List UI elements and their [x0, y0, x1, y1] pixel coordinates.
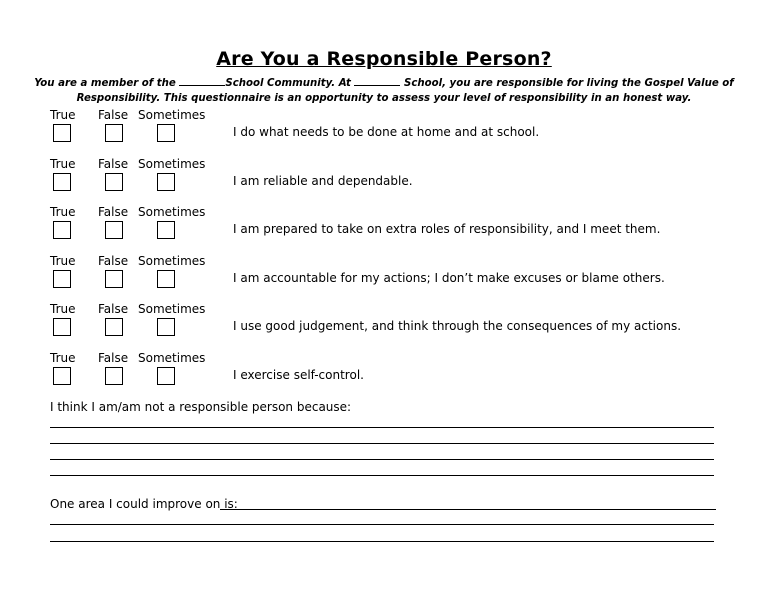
question-statement: I use good judgement, and think through the consequences of my actions.: [233, 319, 682, 333]
intro-line-1: [0, 76, 768, 91]
sometimes-label: Sometimes: [138, 157, 206, 171]
sometimes-label: Sometimes: [138, 254, 206, 268]
answer-line[interactable]: [50, 475, 714, 476]
answer-line[interactable]: [50, 427, 714, 428]
reflection-prompt: I think I am/am not a responsible person because:: [50, 400, 352, 414]
false-label: False: [98, 351, 129, 365]
question-statement: I am accountable for my actions; I don’t make excuses or blame others.: [233, 271, 665, 285]
true-label: True: [50, 302, 76, 316]
question-row: [0, 157, 768, 207]
false-label: False: [98, 157, 129, 171]
false-label: False: [98, 254, 129, 268]
sometimes-checkbox[interactable]: [157, 270, 175, 288]
false-checkbox[interactable]: [105, 270, 123, 288]
true-label: True: [50, 205, 76, 219]
intro-part-1: You are a member of the: [34, 78, 180, 89]
true-checkbox[interactable]: [53, 367, 71, 385]
false-checkbox[interactable]: [105, 318, 123, 336]
true-checkbox[interactable]: [53, 173, 71, 191]
answer-line[interactable]: [50, 541, 714, 542]
school-name-blank-2[interactable]: [354, 76, 400, 86]
true-checkbox[interactable]: [53, 318, 71, 336]
true-checkbox[interactable]: [53, 124, 71, 142]
improvement-answer-line[interactable]: [220, 509, 716, 510]
sometimes-label: Sometimes: [138, 108, 206, 122]
intro-part-3: School, you are responsible for living the Gospel Value of: [400, 78, 734, 89]
true-checkbox[interactable]: [53, 221, 71, 239]
false-checkbox[interactable]: [105, 173, 123, 191]
question-row: [0, 108, 768, 158]
question-statement: I do what needs to be done at home and at school.: [233, 125, 540, 139]
false-checkbox[interactable]: [105, 124, 123, 142]
answer-line[interactable]: [50, 524, 714, 525]
false-checkbox[interactable]: [105, 221, 123, 239]
intro-line-2: Responsibility. This questionnaire is an opportunity to assess your level of responsibility in an honest way.: [76, 93, 692, 104]
true-checkbox[interactable]: [53, 270, 71, 288]
sometimes-checkbox[interactable]: [157, 173, 175, 191]
question-row: [0, 351, 768, 401]
question-statement: I am prepared to take on extra roles of responsibility, and I meet them.: [233, 222, 661, 236]
true-label: True: [50, 108, 76, 122]
true-label: True: [50, 254, 76, 268]
school-name-blank-1[interactable]: [179, 76, 225, 86]
false-label: False: [98, 108, 129, 122]
improvement-prompt: One area I could improve on is:: [50, 497, 238, 511]
question-row: [0, 302, 768, 352]
intro-text: [0, 76, 768, 106]
sometimes-label: Sometimes: [138, 302, 206, 316]
sometimes-label: Sometimes: [138, 351, 206, 365]
sometimes-checkbox[interactable]: [157, 318, 175, 336]
sometimes-checkbox[interactable]: [157, 367, 175, 385]
page-title: Are You a Responsible Person?: [216, 48, 552, 70]
false-label: False: [98, 302, 129, 316]
false-label: False: [98, 205, 129, 219]
sometimes-checkbox[interactable]: [157, 124, 175, 142]
false-checkbox[interactable]: [105, 367, 123, 385]
true-label: True: [50, 351, 76, 365]
question-row: [0, 205, 768, 255]
sometimes-label: Sometimes: [138, 205, 206, 219]
answer-line[interactable]: [50, 443, 714, 444]
answer-line[interactable]: [50, 459, 714, 460]
true-label: True: [50, 157, 76, 171]
sometimes-checkbox[interactable]: [157, 221, 175, 239]
question-statement: I am reliable and dependable.: [233, 174, 413, 188]
question-row: [0, 254, 768, 304]
question-statement: I exercise self-control.: [233, 368, 364, 382]
intro-part-2: School Community. At: [225, 78, 355, 89]
